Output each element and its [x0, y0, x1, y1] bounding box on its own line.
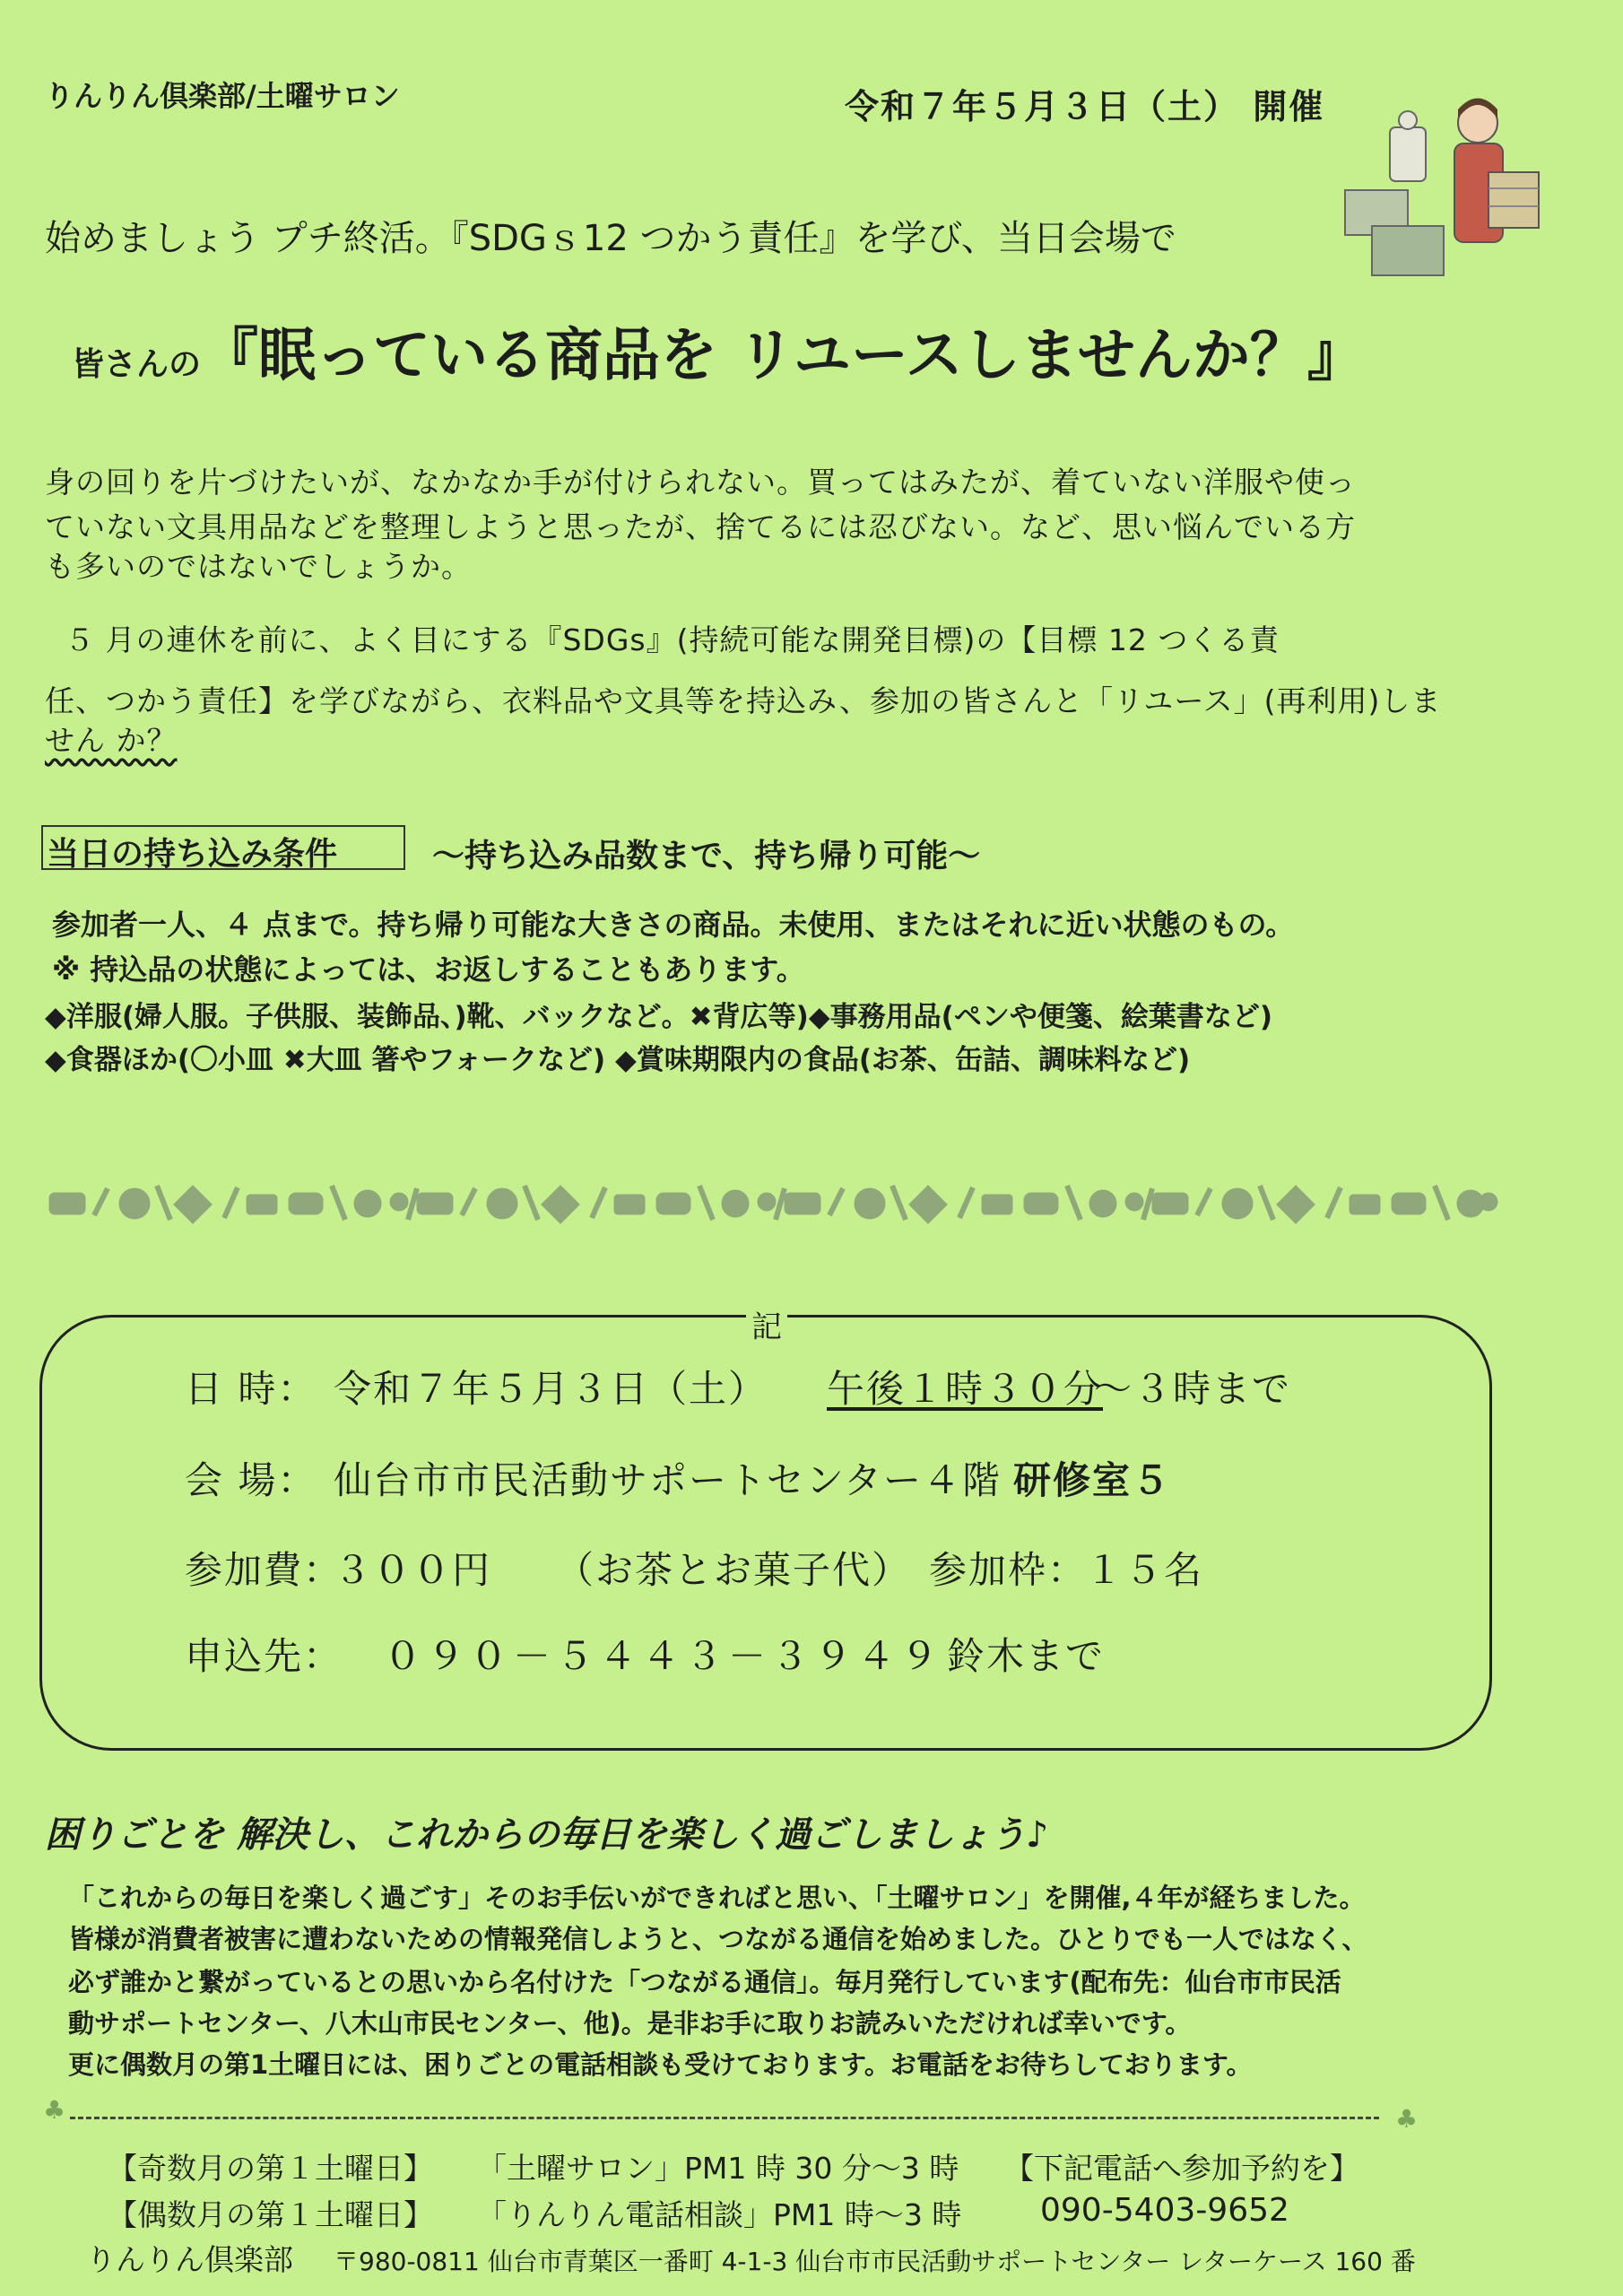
clover-icon: ♣: [1395, 2104, 1419, 2134]
condition-line: 参加者一人、４ 点まで。持ち帰り可能な大きさの商品。未使用、またはそれに近い状態のもの。: [52, 908, 1295, 942]
capacity-value: １５名: [1085, 1548, 1204, 1592]
headline-text: 『眠っている商品を リユースしませんか？』: [201, 323, 1365, 389]
conditions-subtitle: ～持ち込み品数まで、持ち帰り可能～: [432, 838, 981, 874]
intro-line: 任、つかう責任】を学びながら、衣料品や文具等を持込み、参加の皆さんと「リユース」(再利用)しま: [45, 683, 1442, 718]
fee-value: ３００円: [334, 1548, 492, 1592]
lead-line: 始めましょう プチ終活。『SDGｓ12 つかう責任』を学び、当日会場で: [45, 218, 1176, 259]
reservation-note: 【下記電話へ参加予約を】: [1004, 2151, 1359, 2186]
fee-label: 参加費：: [185, 1548, 343, 1592]
odd-month-label: 【奇数月の第１土曜日】: [108, 2151, 433, 2186]
condition-line: ※ 持込品の状態によっては、お返しすることもあります。: [52, 952, 805, 987]
date-value: 令和７年５月３日（土）: [334, 1367, 768, 1411]
reuse-illustration: [1336, 83, 1551, 289]
dashed-divider: [70, 2117, 1379, 2119]
organization-name: りんりん倶楽部/土曜サロン: [45, 79, 400, 113]
conditions-title: 当日の持ち込み条件: [47, 836, 338, 873]
capacity-label: 参加枠：: [929, 1548, 1088, 1592]
reservation-phone: 090-5403-9652: [1040, 2192, 1289, 2229]
closing-line: 動サポートセンター、八木山市民センター、他)。是非お手に取りお読みいただければ幸いです。: [68, 2008, 1192, 2039]
headline-prefix: 皆さんの: [72, 346, 202, 383]
venue-label: 会 場：: [185, 1458, 317, 1502]
intro-line: せん か？: [45, 723, 178, 758]
intro-line: ５ 月の連休を前に、よく目にする『SDGs』(持続可能な開発目標)の【目標 12 つくる責: [65, 622, 1280, 657]
closing-heading: 困りごとを 解決し、これからの毎日を楽しく過ごしましょう♪: [45, 1814, 1049, 1856]
room-value: 研修室５: [1013, 1458, 1172, 1502]
even-month-event: 「りんりん電話相談」PM1 時～3 時: [477, 2197, 962, 2232]
main-headline: [72, 309, 1365, 392]
closing-line: 必ず誰かと繋がっているとの思いから名付けた「つながる通信」。毎月発行しています(配布先：仙台市市民活: [68, 1967, 1341, 1997]
intro-line: も多いのではないでしょうか。: [45, 549, 472, 584]
condition-line: ◆食器ほか(〇小皿 ✖大皿 箸やフォークなど) ◆賞味期限内の食品(お茶、缶詰、調味料など): [45, 1044, 1191, 1076]
event-date: 令和７年５月３日（土） 開催: [845, 87, 1325, 126]
time-suffix: ～３時まで: [1094, 1367, 1292, 1411]
intro-line: ていない文具用品などを整理しようと思ったが、捨てるには忍びない。など、思い悩んでいる方: [45, 509, 1356, 544]
time-value: 午後１時３０分: [827, 1367, 1104, 1411]
closing-line: 「これからの毎日を楽しく過ごす」そのお手伝いができればと思い、「土曜サロン」を開催,４年が経ちました。: [68, 1883, 1366, 1913]
details-heading: 記: [746, 1302, 787, 1346]
contact-phone: ０９０－５４４３－３９４９: [384, 1634, 944, 1678]
closing-line: 更に偶数月の第1土曜日には、困りごとの電話相談も受けております。お電話をお待ちしております。: [68, 2049, 1253, 2080]
kitchenware-decoration: [45, 1166, 1506, 1238]
date-label: 日 時：: [185, 1367, 317, 1411]
venue-value: 仙台市市民活動サポートセンター４階: [334, 1458, 1002, 1502]
intro-line: 身の回りを片づけたいが、なかなか手が付けられない。買ってはみたが、着ていない洋服や使っ: [45, 465, 1356, 500]
fee-note: （お茶とお菓子代）: [556, 1548, 912, 1592]
club-name: りんりん倶楽部: [86, 2242, 293, 2277]
contact-name: 鈴木まで: [947, 1634, 1106, 1678]
condition-line: ◆洋服(婦人服。子供服、装飾品、)靴、バックなど。✖背広等)◆事務用品(ペンや便箋、絵葉書など): [45, 1001, 1272, 1033]
odd-month-event: 「土曜サロン」PM1 時 30 分～3 時: [477, 2151, 959, 2186]
closing-line: 皆様が消費者被害に遭わないための情報発信しようと、つながる通信を始めました。ひとりでも一人ではなく、: [68, 1924, 1368, 1954]
contact-label: 申込先：: [185, 1634, 343, 1678]
clover-icon: ♣: [43, 2095, 66, 2125]
club-address: 〒980-0811 仙台市青葉区一番町 4-1-3 仙台市市民活動サポートセンター レターケース 160 番: [334, 2247, 1416, 2276]
even-month-label: 【偶数月の第１土曜日】: [108, 2197, 433, 2232]
